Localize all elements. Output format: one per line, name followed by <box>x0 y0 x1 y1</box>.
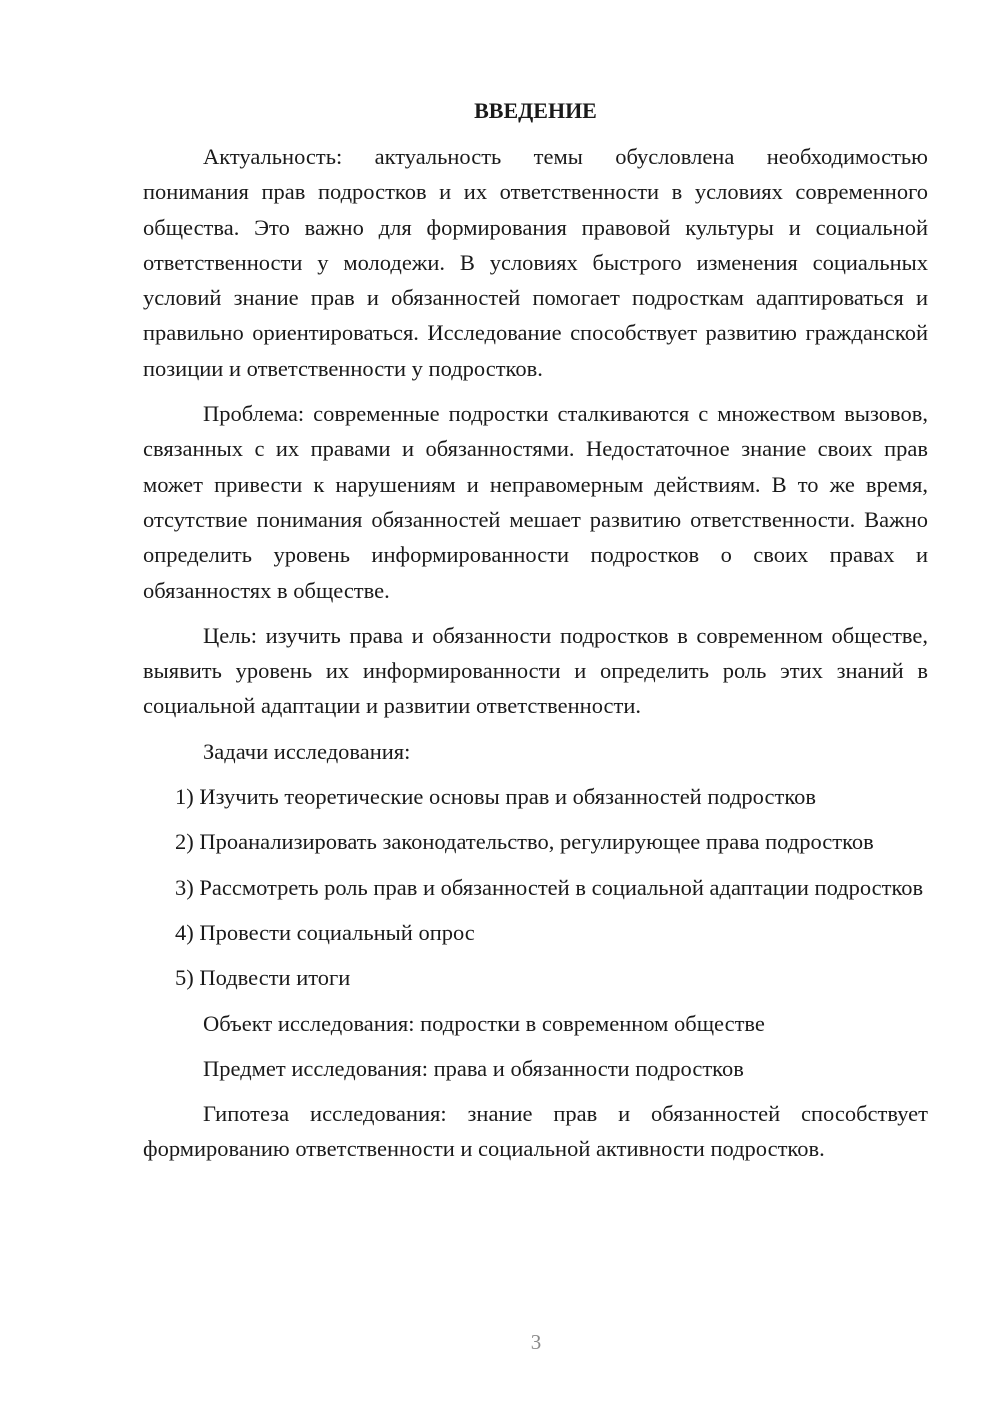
tasks-heading: Задачи исследования: <box>203 738 411 764</box>
paragraph-object: Объект исследования: подростки в современном обществе <box>203 1010 765 1036</box>
task-item-1: 1) Изучить теоретические основы прав и обязанностей подростков <box>175 784 816 810</box>
task-item-4: 4) Провести социальный опрос <box>175 919 475 945</box>
paragraph-relevance: Актуальность: актуальность темы обусловлена необходимостью понимания прав подростков и их ответственности в условиях современного общества. Это важно для формирования правовой культуры и социальной ответственности у молодежи. В условиях быстрого изменения социальных условий знание прав и обязанностей помогает подросткам адаптироваться и правильно ориентироваться. Исследование способствует развитию гражданской позиции и ответственности у подростков. <box>143 144 928 381</box>
task-item-2: 2) Проанализировать законодательство, регулирующее права подростков <box>175 829 874 855</box>
paragraph-subject: Предмет исследования: права и обязанности подростков <box>203 1055 744 1081</box>
paragraph-hypothesis: Гипотеза исследования: знание прав и обязанностей способствует формированию ответственности и социальной активности подростков. <box>143 1101 928 1162</box>
paragraph-problem: Проблема: современные подростки сталкиваются с множеством вызовов, связанных с их правами и обязанностями. Недостаточное знание своих прав может привести к нарушениям и неправомерным действиям. В то же время, отсутствие понимания обязанностей мешает развитию ответственности. Важно определить уровень информированности подростков о своих правах и обязанностях в обществе. <box>143 401 928 603</box>
page-content <box>143 93 928 1177</box>
task-item-5: 5) Подвести итоги <box>175 965 351 991</box>
section-title: ВВЕДЕНИЕ <box>474 98 597 123</box>
paragraph-goal: Цель: изучить права и обязанности подростков в современном обществе, выявить уровень их информированности и определить роль этих знаний в социальной адаптации и развитии ответственности. <box>143 622 928 719</box>
task-item-3: 3) Рассмотреть роль прав и обязанностей в социальной адаптации подростков <box>175 874 924 900</box>
page-number: 3 <box>530 1330 542 1354</box>
